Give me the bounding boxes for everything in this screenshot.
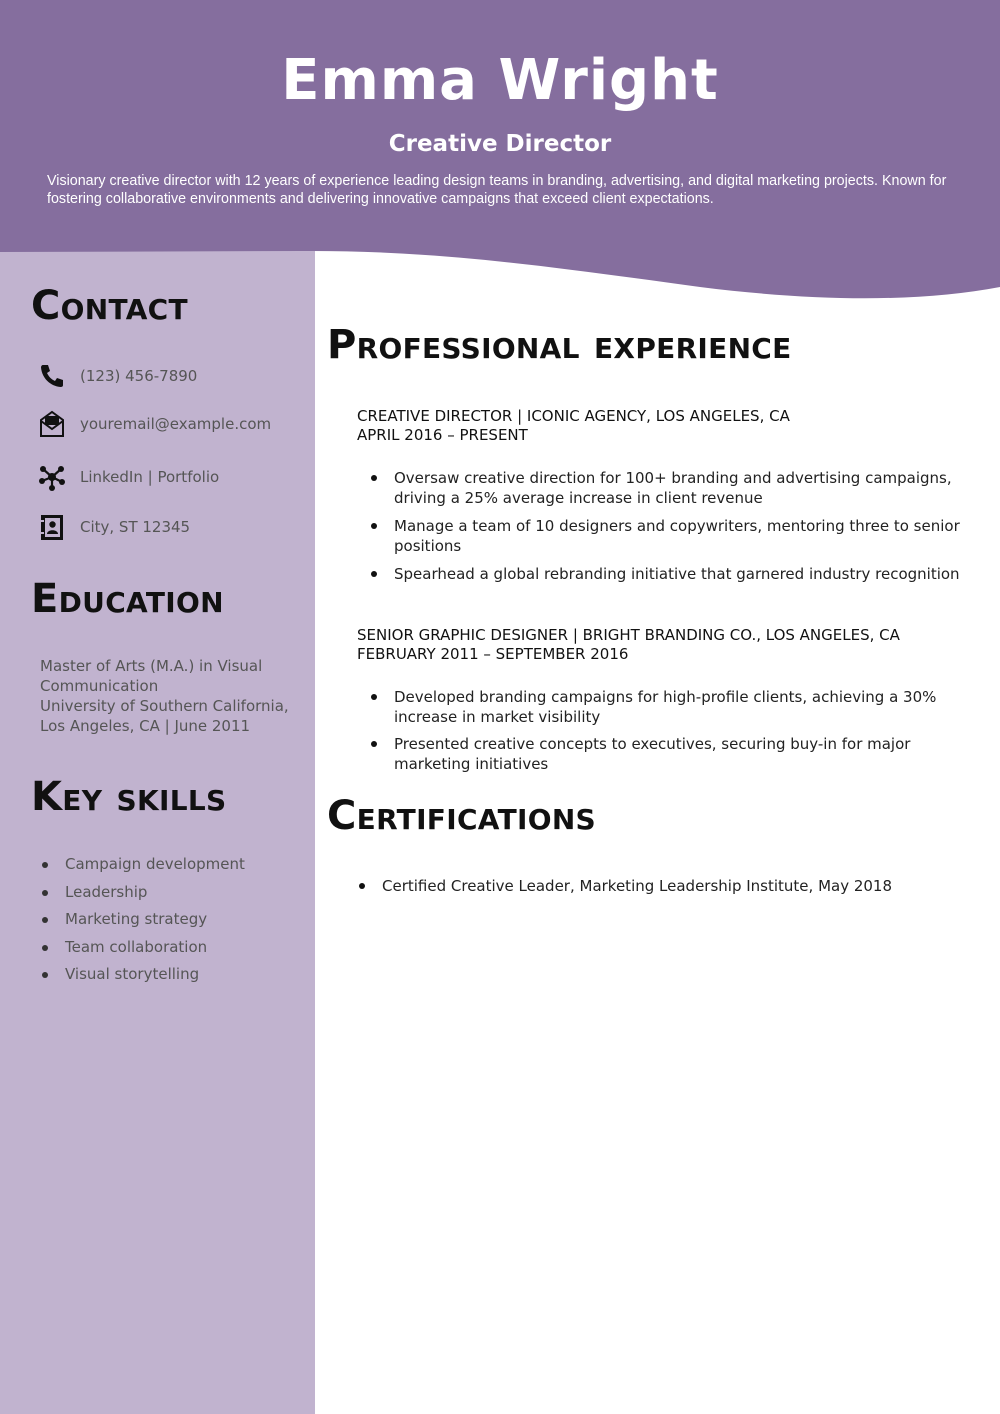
- certifications-list: [345, 876, 965, 896]
- list-item: Visual storytelling: [40, 961, 245, 989]
- key-skills-heading: Key skills: [31, 774, 227, 820]
- resume-header: [0, 0, 1000, 208]
- contact-links-text: LinkedIn | Portfolio: [80, 468, 220, 486]
- candidate-name: Emma Wright: [281, 48, 719, 113]
- list-item: Marketing strategy: [40, 906, 245, 934]
- education-degree: Master of Arts (M.A.) in Visual Communication: [40, 657, 263, 695]
- job-bullets: [357, 687, 977, 774]
- contact-location: [37, 512, 190, 542]
- contact-links: [37, 462, 219, 492]
- education-entry: [40, 656, 300, 736]
- job-title: CREATIVE DIRECTOR | ICONIC AGENCY, LOS ANGELES, CA: [357, 407, 790, 425]
- professional-summary: Visionary creative director with 12 years of experience leading design teams in branding, advertising, and digital marketing projects. Known for fostering collaborative environments and delivering innovative campaigns that exceed client expectations.: [47, 173, 947, 207]
- contact-book-icon: [37, 512, 67, 542]
- job-dates: APRIL 2016 – PRESENT: [357, 426, 528, 444]
- job-entry: [357, 407, 977, 584]
- skills-list: [40, 851, 245, 989]
- list-item: Team collaboration: [40, 934, 245, 962]
- contact-location-text: City, ST 12345: [80, 518, 191, 536]
- contact-email-text: youremail@example.com: [80, 415, 272, 433]
- list-item: Certified Creative Leader, Marketing Leadership Institute, May 2018: [345, 876, 965, 896]
- list-item: Campaign development: [40, 851, 245, 879]
- list-item: Manage a team of 10 designers and copywriters, mentoring three to senior positions: [357, 516, 977, 556]
- job-title: SENIOR GRAPHIC DESIGNER | BRIGHT BRANDING CO., LOS ANGELES, CA: [357, 626, 900, 644]
- list-item: Leadership: [40, 879, 245, 907]
- contact-email: [37, 409, 271, 439]
- job-dates: FEBRUARY 2011 – SEPTEMBER 2016: [357, 645, 629, 663]
- list-item: Developed branding campaigns for high-profile clients, achieving a 30% increase in market visibility: [357, 687, 977, 727]
- phone-icon: [37, 361, 67, 391]
- job-entry: [357, 626, 977, 774]
- network-icon: [37, 462, 67, 492]
- email-icon: [37, 409, 67, 439]
- education-school: University of Southern California, Los Angeles, CA | June 2011: [40, 697, 289, 735]
- list-item: Spearhead a global rebranding initiative that garnered industry recognition: [357, 564, 977, 584]
- certifications-heading: Certifications: [327, 793, 597, 839]
- contact-phone-text: (123) 456-7890: [80, 367, 198, 385]
- education-heading: Education: [31, 576, 224, 622]
- list-item: Oversaw creative direction for 100+ branding and advertising campaigns, driving a 25% average increase in client revenue: [357, 468, 977, 508]
- contact-phone: [37, 361, 197, 391]
- contact-heading: Contact: [31, 283, 188, 329]
- candidate-role: Creative Director: [388, 131, 612, 157]
- experience-heading: Professional experience: [327, 322, 792, 368]
- list-item: Presented creative concepts to executives, securing buy-in for major marketing initiatives: [357, 734, 977, 774]
- job-bullets: [357, 468, 977, 584]
